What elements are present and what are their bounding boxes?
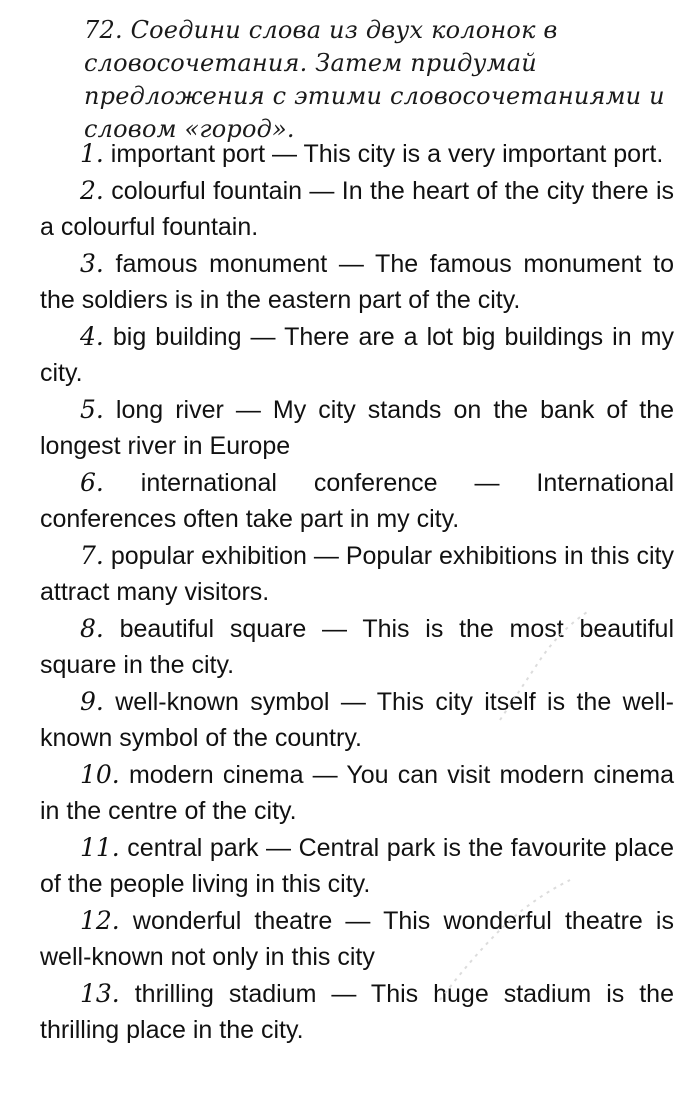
item-number: 9.	[80, 687, 104, 716]
item-text: famous monument — The famous monument to the soldiers is in the eastern part of the city.	[40, 250, 674, 314]
item-text: popular exhibition — Popular exhibitions in this city attract many visitors.	[40, 542, 674, 606]
answer-item-7	[40, 538, 674, 610]
item-number: 1.	[80, 139, 104, 168]
answer-item-12	[40, 903, 674, 975]
item-text: colourful fountain — In the heart of the city there is a colourful fountain.	[40, 177, 674, 241]
answer-item-6	[40, 465, 674, 537]
item-number: 5.	[80, 395, 104, 424]
item-number: 3.	[80, 249, 104, 278]
answer-item-11	[40, 830, 674, 902]
item-number: 12.	[80, 906, 120, 935]
item-text: wonderful theatre — This wonderful theatre is well-known not only in this city	[40, 907, 674, 971]
answer-item-4	[40, 319, 674, 391]
task-instruction: 72. Соедини слова из двух колонок в словосочетания. Затем придумай предложения с этими словосочетаниями и словом «город».	[84, 16, 665, 143]
item-text: big building — There are a lot big buildings in my city.	[40, 323, 674, 387]
item-text: beautiful square — This is the most beautiful square in the city.	[40, 615, 674, 679]
item-number: 2.	[80, 176, 104, 205]
item-number: 10.	[80, 760, 120, 789]
item-number: 4.	[80, 322, 104, 351]
answer-item-5	[40, 392, 674, 464]
item-text: important port — This city is a very important port.	[103, 140, 664, 168]
answer-list	[40, 136, 674, 1049]
answer-item-3	[40, 246, 674, 318]
answer-item-8	[40, 611, 674, 683]
item-text: central park — Central park is the favourite place of the people living in this city.	[40, 834, 674, 898]
item-text: long river — My city stands on the bank of the longest river in Europe	[40, 396, 674, 460]
item-number: 13.	[80, 979, 120, 1008]
item-number: 6.	[80, 468, 104, 497]
answer-item-2	[40, 173, 674, 245]
item-text: modern cinema — You can visit modern cinema in the centre of the city.	[40, 761, 674, 825]
answer-item-10	[40, 757, 674, 829]
item-number: 7.	[80, 541, 104, 570]
item-text: thrilling stadium — This huge stadium is the thrilling place in the city.	[40, 980, 674, 1044]
item-number: 8.	[80, 614, 104, 643]
item-text: well-known symbol — This city itself is the well-known symbol of the country.	[40, 688, 674, 752]
answer-item-1	[40, 136, 674, 172]
answer-item-9	[40, 684, 674, 756]
answer-item-13	[40, 976, 674, 1048]
item-text: international conference — International conferences often take part in my city.	[40, 469, 674, 533]
item-number: 11.	[80, 833, 120, 862]
